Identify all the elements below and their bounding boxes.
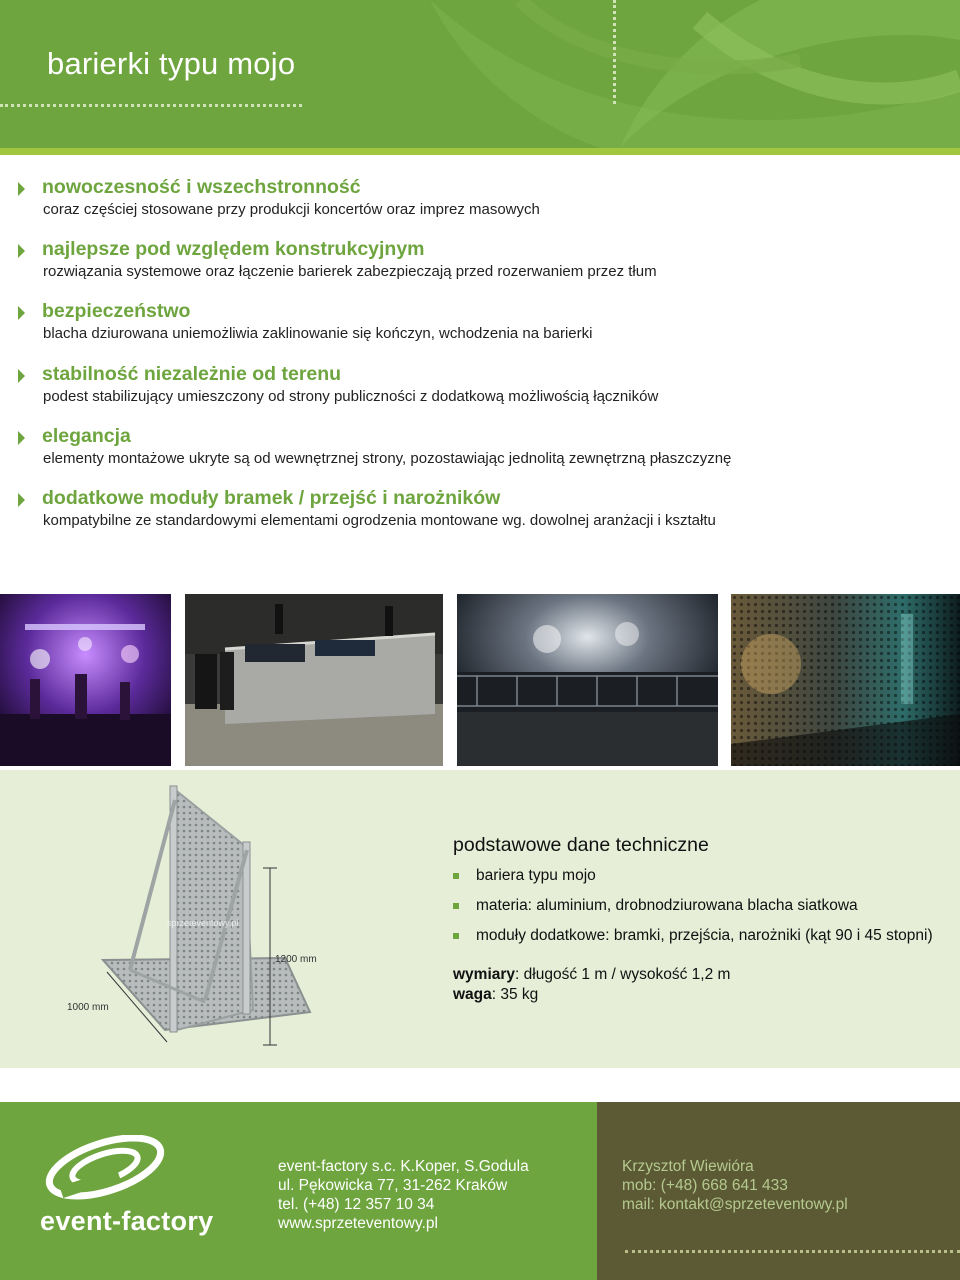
arrow-bullet-icon — [18, 369, 25, 383]
width-dimension-label: 1000 mm — [67, 1002, 109, 1013]
weight-value: : 35 kg — [491, 986, 539, 1003]
arrow-bullet-icon — [18, 244, 25, 258]
specs-list — [453, 866, 933, 956]
dimensions-label: wymiary — [453, 966, 516, 983]
contact-mobile: mob: (+48) 668 641 433 — [622, 1177, 788, 1194]
arrow-bullet-icon — [18, 493, 25, 507]
feature-item — [18, 300, 938, 362]
photo-concert-stage — [0, 594, 171, 766]
feature-description: elementy montażowe ukryte są od wewnętrznej strony, pozostawiając jednolitą zewnętrzną płaszczyznę — [43, 449, 732, 467]
header-banner — [0, 0, 960, 148]
feature-description: kompatybilne ze standardowymi elementami ogrodzenia montowane wg. dowolnej aranżacji i kształtu — [43, 511, 716, 529]
square-bullet-icon — [453, 933, 459, 939]
arrow-bullet-icon — [18, 306, 25, 320]
header-band — [0, 148, 960, 155]
company-contact — [278, 1157, 529, 1233]
photo-stage-barrier — [457, 594, 718, 766]
specs-title: podstawowe dane techniczne — [453, 834, 709, 856]
contact-name: Krzysztof Wiewióra — [622, 1158, 754, 1175]
feature-item — [18, 425, 938, 487]
feature-description: podest stabilizujący umieszczony od strony publiczności z dodatkową możliwością łączników — [43, 387, 659, 405]
specs-list-item: materia: aluminium, drobnodziurowana blacha siatkowa — [453, 896, 933, 926]
specs-list-item: bariera typu mojo — [453, 866, 933, 896]
photo-perforated-fence — [731, 594, 960, 766]
arrow-bullet-icon — [18, 431, 25, 445]
feature-title: dodatkowe moduły bramek / przejść i narożników — [42, 486, 501, 509]
specs-list-item: moduły dodatkowe: bramki, przejścia, narożniki (kąt 90 i 45 stopni) — [453, 926, 933, 956]
weight-label: waga — [453, 986, 492, 1003]
height-dimension-label: 1200 mm — [275, 954, 317, 965]
event-factory-logo-icon — [40, 1135, 170, 1205]
dotted-divider-vertical — [613, 0, 616, 104]
feature-item — [18, 363, 938, 425]
company-address: ul. Pękowicka 77, 31-262 Kraków — [278, 1177, 508, 1194]
page-title: barierki typu mojo — [47, 46, 296, 81]
person-contact — [622, 1157, 848, 1214]
arrow-bullet-icon — [18, 182, 25, 196]
feature-list — [18, 176, 938, 549]
feature-item — [18, 487, 938, 549]
feature-title: elegancja — [42, 424, 131, 447]
diagram-watermark: sprzeteventowy.pl — [167, 918, 239, 928]
barrier-diagram — [55, 780, 355, 1050]
feature-item — [18, 238, 938, 300]
contact-email-link[interactable]: mail: kontakt@sprzeteventowy.pl — [622, 1196, 848, 1213]
feature-title: nowoczesność i wszechstronność — [42, 176, 361, 198]
feature-title: stabilność niezależnie od terenu — [42, 362, 342, 385]
logo-wordmark: event-factory — [40, 1206, 214, 1236]
feature-title: bezpieczeństwo — [42, 300, 191, 323]
square-bullet-icon — [453, 903, 459, 909]
feature-description: coraz częściej stosowane przy produkcji koncertów oraz imprez masowych — [43, 201, 540, 218]
feature-description: rozwiązania systemowe oraz łączenie barierek zabezpieczają przed rozerwaniem przez tłum — [43, 263, 657, 281]
feature-title: najlepsze pod względem konstrukcyjnym — [42, 238, 425, 261]
company-phone: tel. (+48) 12 357 10 34 — [278, 1196, 435, 1213]
company-name: event-factory s.c. K.Koper, S.Godula — [278, 1158, 529, 1175]
dotted-divider — [625, 1250, 960, 1253]
company-website-link[interactable]: www.sprzeteventowy.pl — [278, 1215, 438, 1232]
feature-description: blacha dziurowana uniemożliwia zaklinowanie się kończyn, wchodzenia na barierki — [43, 325, 593, 343]
dotted-divider — [0, 104, 302, 107]
dimensions-value: : długość 1 m / wysokość 1,2 m — [515, 966, 731, 983]
feature-item — [18, 176, 938, 238]
dimensions-block — [453, 965, 730, 1005]
photo-barrier-assembly — [185, 594, 443, 766]
square-bullet-icon — [453, 873, 459, 879]
